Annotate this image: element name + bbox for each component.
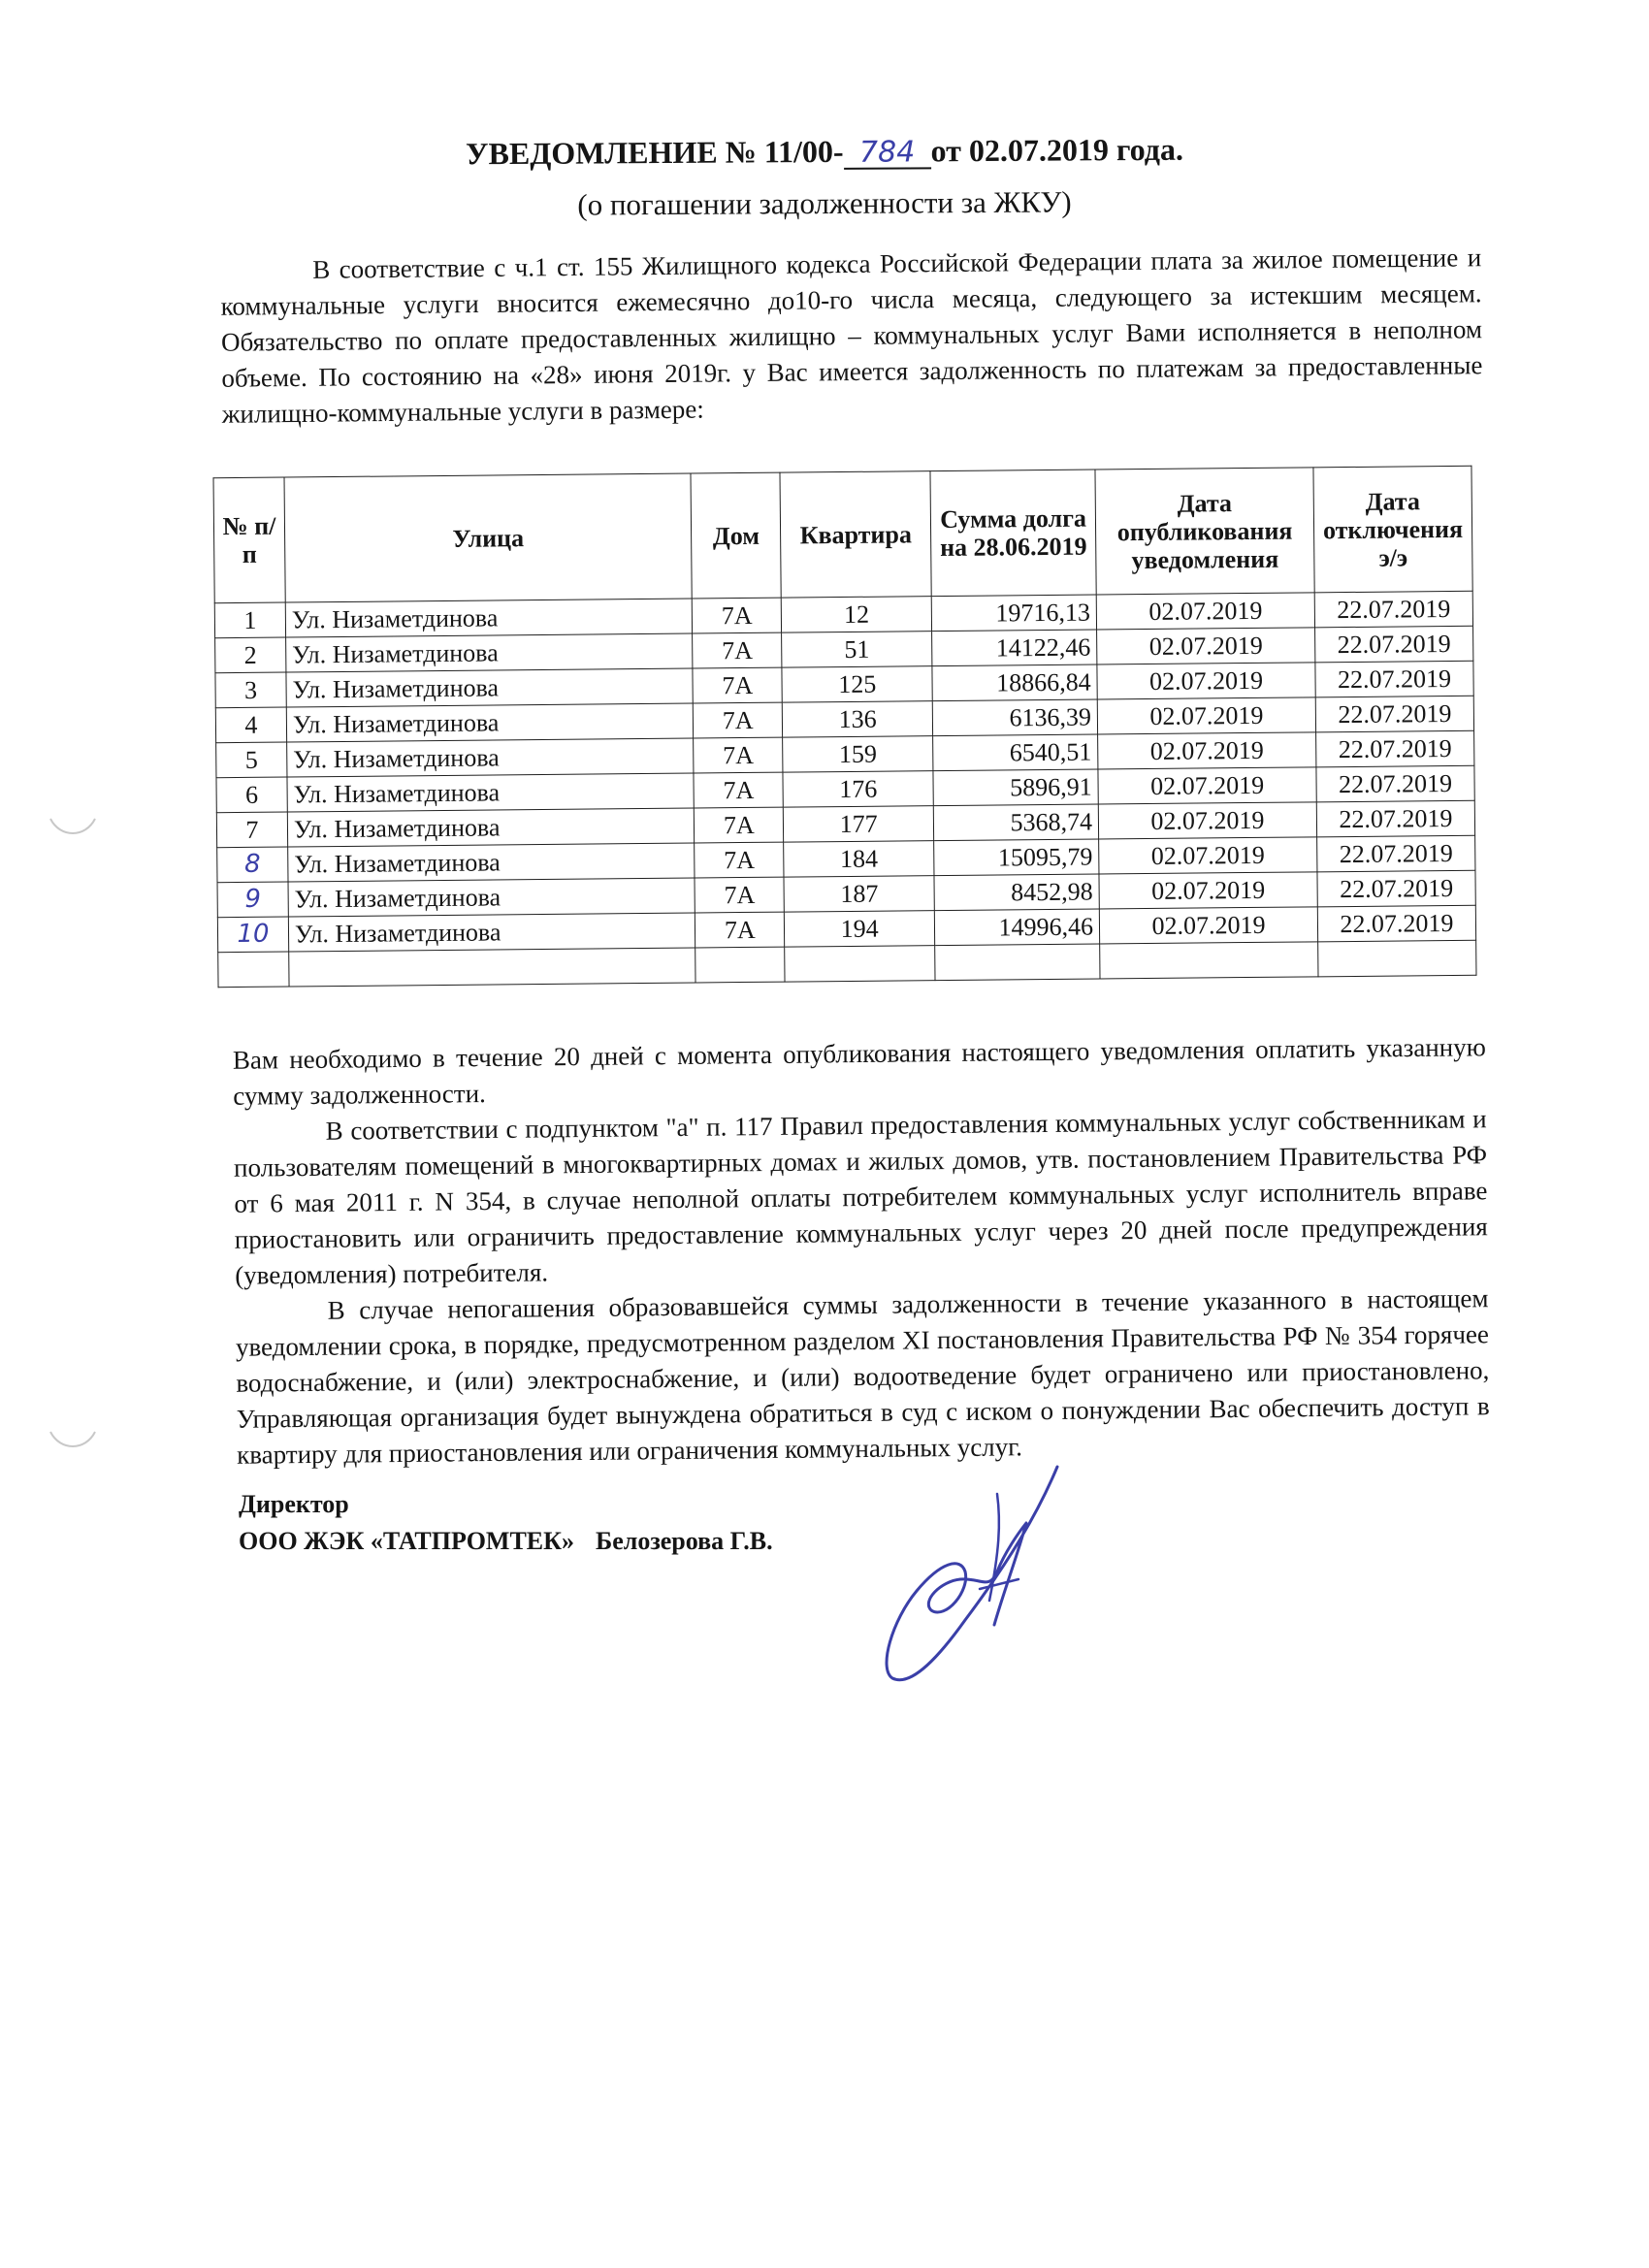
cell-house: 7А <box>695 807 784 843</box>
cell-apartment: 51 <box>782 632 932 667</box>
cell-debt-amount: 15095,79 <box>934 839 1099 876</box>
cell-disconnection-date: 22.07.2019 <box>1317 870 1475 907</box>
cell-debt-amount: 6540,51 <box>933 734 1098 771</box>
cell-publication-date: 02.07.2019 <box>1097 628 1315 664</box>
cell-apartment: 194 <box>785 911 935 947</box>
col-header-debt-amount: Сумма долга на 28.06.2019 <box>930 470 1096 597</box>
cell-number-handwritten: 9 <box>217 882 288 918</box>
cell-empty <box>218 952 289 988</box>
title-suffix: от 02.07.2019 года. <box>930 131 1184 169</box>
cell-number: 1 <box>214 602 285 638</box>
cell-publication-date: 02.07.2019 <box>1098 732 1316 769</box>
notice-subtitle: (о погашении задолженности за ЖКУ) <box>577 184 1072 222</box>
cell-street: Ул. Низаметдинова <box>286 668 694 707</box>
cell-house: 7А <box>694 772 783 808</box>
cell-disconnection-date: 22.07.2019 <box>1316 730 1474 767</box>
cell-disconnection-date: 22.07.2019 <box>1317 905 1475 942</box>
cell-debt-amount: 5896,91 <box>933 769 1098 806</box>
cell-empty <box>1318 940 1476 977</box>
title-prefix: УВЕДОМЛЕНИЕ № 11/00- <box>465 133 844 172</box>
cell-house: 7А <box>695 912 785 948</box>
cell-number: 3 <box>215 672 286 708</box>
cell-disconnection-date: 22.07.2019 <box>1317 835 1475 872</box>
cell-street: Ул. Низаметдинова <box>287 808 695 847</box>
notice-title <box>0 129 1649 175</box>
cell-disconnection-date: 22.07.2019 <box>1315 626 1473 663</box>
cell-empty <box>785 946 935 982</box>
cell-disconnection-date: 22.07.2019 <box>1315 696 1473 732</box>
cell-street: Ул. Низаметдинова <box>287 738 695 777</box>
cell-street: Ул. Низаметдинова <box>285 599 693 637</box>
cell-disconnection-date: 22.07.2019 <box>1314 591 1472 628</box>
cell-house: 7А <box>695 877 784 913</box>
cell-publication-date: 02.07.2019 <box>1098 802 1316 839</box>
intro-paragraph: В соответствие с ч.1 ст. 155 Жилищного кодекса Российской Федерации плата за жилое помещение и коммунальные услуги вносится ежемесячно до10-го числа месяца, следующего за истекшим месяцем. Обязательство по оплате предоставленных жилищно – коммунальных услуг Вами исполняется в неполном объеме. По состоянию на «28» июня 2019г. у Вас имеется задолженность по платежам за предоставленные жилищно-коммунальные услуги в размере: <box>220 243 1483 429</box>
cell-debt-amount: 14996,46 <box>934 909 1099 946</box>
cell-publication-date: 02.07.2019 <box>1097 697 1315 734</box>
cell-house: 7А <box>694 737 783 773</box>
cell-number: 6 <box>216 777 287 813</box>
cell-empty <box>289 948 696 987</box>
col-header-house: Дом <box>691 472 781 599</box>
handwritten-notice-number: 784 <box>844 138 931 170</box>
cell-street: Ул. Низаметдинова <box>288 878 695 917</box>
cell-number: 5 <box>216 742 287 778</box>
cell-empty <box>695 947 785 983</box>
cell-publication-date: 02.07.2019 <box>1097 663 1315 699</box>
body-text <box>233 1029 1491 1474</box>
col-header-disconnection-date: Дата отключения э/э <box>1313 466 1472 593</box>
cell-house: 7А <box>695 842 784 878</box>
cell-debt-amount: 18866,84 <box>932 664 1097 701</box>
cell-debt-amount: 5368,74 <box>933 804 1098 841</box>
col-header-street: Улица <box>284 473 693 602</box>
cell-publication-date: 02.07.2019 <box>1099 907 1317 944</box>
cell-number-handwritten: 10 <box>217 917 288 953</box>
cell-debt-amount: 6136,39 <box>932 699 1097 736</box>
cell-apartment: 184 <box>784 841 934 877</box>
cell-house: 7А <box>693 598 782 633</box>
cell-house: 7А <box>693 632 782 668</box>
cell-disconnection-date: 22.07.2019 <box>1316 800 1474 837</box>
cell-publication-date: 02.07.2019 <box>1096 593 1314 630</box>
cell-apartment: 187 <box>784 876 934 912</box>
punch-hole-mark <box>47 813 99 842</box>
consequences-paragraph: В случае непогашения образовавшейся суммы задолженности в течение указанного в настоящем уведомлении срока, в порядке, предусмотренном разделом XI постановления Правительства РФ № 354 горячее водоснабжение, и (или) электроснабжение, и (или) водоотведение будет ограничено или приостановлено, Управляющая организация будет вынуждена обратиться в суд с иском о понуждении Вас обеспечить доступ в квартиру для приостановления или ограничения коммунальных услуг. <box>235 1283 1490 1470</box>
cell-street: Ул. Низаметдинова <box>287 773 695 812</box>
cell-street: Ул. Низаметдинова <box>288 843 695 882</box>
cell-disconnection-date: 22.07.2019 <box>1315 661 1473 697</box>
cell-number-handwritten: 8 <box>217 847 288 883</box>
cell-apartment: 125 <box>782 666 932 702</box>
cell-publication-date: 02.07.2019 <box>1099 837 1317 874</box>
cell-street: Ул. Низаметдинова <box>288 913 695 952</box>
cell-street: Ул. Низаметдинова <box>286 703 694 742</box>
cell-apartment: 177 <box>784 806 934 842</box>
cell-number: 2 <box>215 637 286 673</box>
debt-table <box>213 466 1477 988</box>
cell-empty <box>935 944 1100 981</box>
cell-debt-amount: 19716,13 <box>931 595 1096 632</box>
cell-street: Ул. Низаметдинова <box>286 633 694 672</box>
col-header-publication-date: Дата опубликования уведомления <box>1095 468 1314 595</box>
signer-name: Белозерова Г.В. <box>596 1527 773 1555</box>
col-header-number: № п/п <box>213 477 285 603</box>
cell-house: 7А <box>693 667 782 703</box>
cell-apartment: 159 <box>783 736 933 772</box>
cell-apartment: 12 <box>781 597 931 632</box>
cell-apartment: 176 <box>783 771 933 807</box>
cell-empty <box>1100 942 1318 979</box>
punch-hole-mark <box>47 1426 99 1455</box>
handwritten-signature <box>873 1455 1106 1707</box>
cell-publication-date: 02.07.2019 <box>1098 767 1316 804</box>
cell-apartment: 136 <box>783 701 933 737</box>
cell-number: 4 <box>215 707 286 743</box>
cell-publication-date: 02.07.2019 <box>1099 872 1317 909</box>
signer-position: Директор <box>239 1490 349 1518</box>
cell-disconnection-date: 22.07.2019 <box>1316 765 1474 802</box>
rules-paragraph: В соответствии с подпунктом "а" п. 117 Правил предоставления коммунальных услуг собственникам и пользователям помещений в многоквартирных домах и жилых домов, утв. постановлением Правительства РФ от 6 мая 2011 г. N 354, в случае неполной оплаты потребителем коммунальных услуг исполнитель вправе приостановить или ограничить предоставление коммунальных услуг через 20 дней после предупреждения (уведомления) потребителя. <box>233 1104 1488 1290</box>
cell-debt-amount: 14122,46 <box>932 630 1097 666</box>
cell-house: 7А <box>694 702 783 738</box>
cell-debt-amount: 8452,98 <box>934 874 1099 911</box>
cell-number: 7 <box>216 812 287 848</box>
payment-deadline-paragraph: Вам необходимо в течение 20 дней с момента опубликования настоящего уведомления оплатить указанную сумму задолженности. <box>232 1032 1486 1111</box>
signer-organization: ООО ЖЭК «ТАТПРОМТЕК» <box>239 1527 574 1555</box>
signature-block <box>239 1486 773 1560</box>
table-header-row <box>213 466 1472 602</box>
col-header-apartment: Квартира <box>780 471 931 598</box>
